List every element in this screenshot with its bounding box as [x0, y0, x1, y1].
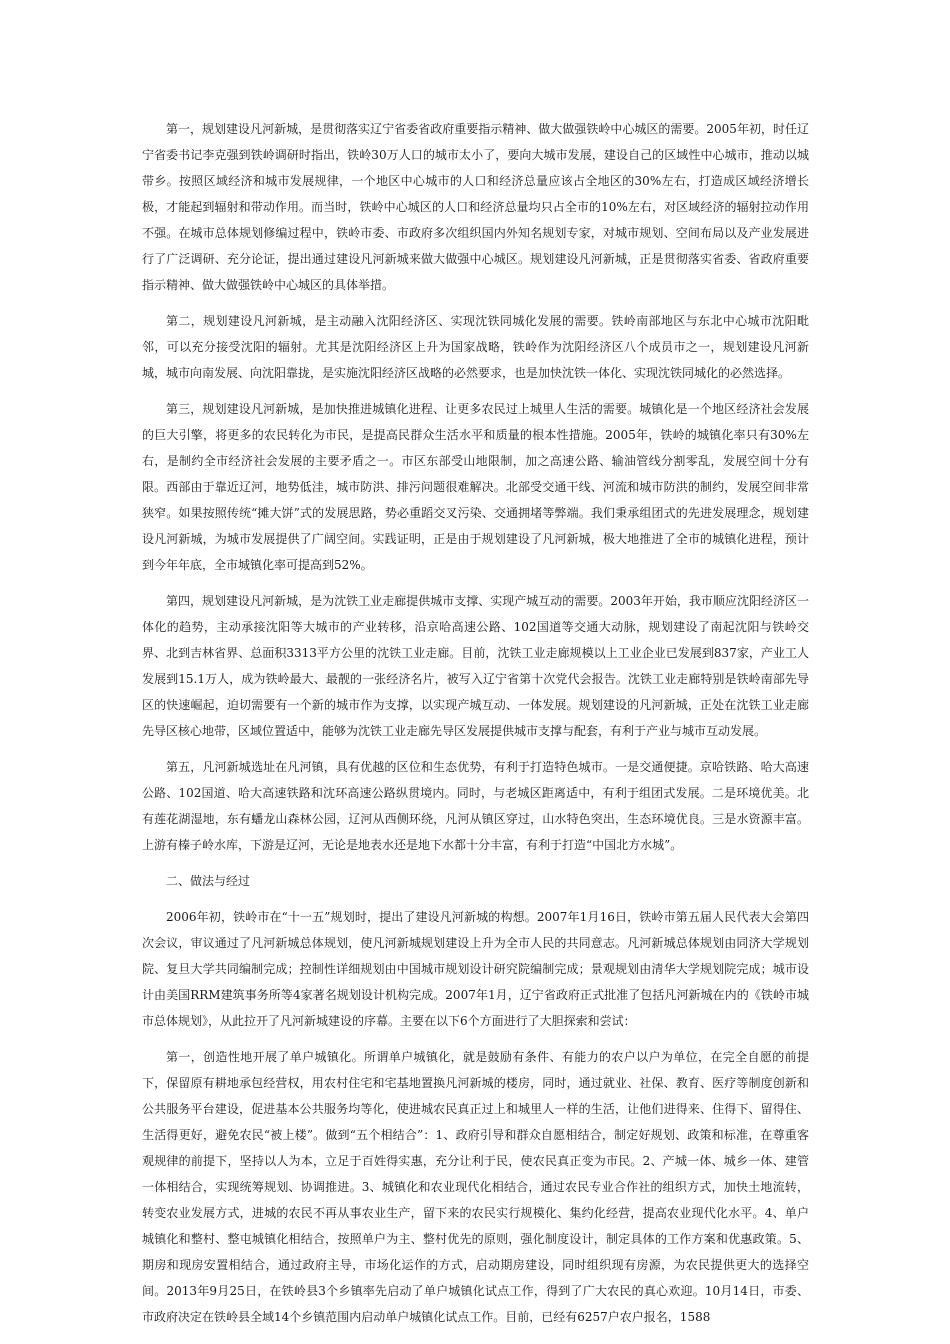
document-body [142, 116, 809, 1340]
paragraph-second-reason: 第二，规划建设凡河新城，是主动融入沈阳经济区、实现沈铁同城化发展的需要。铁岭南部地区与东北中心城市沈阳毗邻，可以充分接受沈阳的辐射。尤其是沈阳经济区上升为国家战略，铁岭作为沈阳经济区八个成员市之一，规划建设凡河新城，城市向南发展、向沈阳靠拢，是实施沈阳经济区战略的必然要求，也是加快沈铁一体化、实现沈铁同城化的必然选择。 [142, 314, 809, 380]
paragraph-fifth-reason: 第五，凡河新城选址在凡河镇，具有优越的区位和生态优势，有利于打造特色城市。一是交通便捷。京哈铁路、哈大高速公路、102国道、哈大高速铁路和沈环高速公路纵贯境内。同时，与老城区距离适中，有利于组团式发展。二是环境优美。北有莲花湖湿地，东有蟠龙山森林公园，辽河从西侧环绕，凡河从镇区穿过，山水特色突出，生态环境优良。三是水资源丰富。上游有榛子岭水库，下游是辽河，无论是地表水还是地下水都十分丰富，有利于打造“中国北方水城”。 [142, 760, 809, 852]
paragraph-third-reason: 第三，规划建设凡河新城，是加快推进城镇化进程、让更多农民过上城里人生活的需要。城镇化是一个地区经济社会发展的巨大引擎，将更多的农民转化为市民，是提高民群众生活水平和质量的根本性措施。2005年，铁岭的城镇化率只有30%左右，是制约全市经济社会发展的主要矛盾之一。市区东部受山地限制，加之高速公路、输油管线分割零乱，发展空间十分有限。西部由于靠近辽河，地势低洼，城市防洪、排污问题很难解决。北部受交通干线、河流和城市防洪的制约，发展空间非常狭窄。如果按照传统“摊大饼”式的发展思路，势必重蹈交叉污染、交通拥堵等弊端。我们秉承组团式的先进发展理念，规划建设凡河新城，为城市发展提供了广阔空间。实践证明，正是由于规划建设了凡河新城，极大地推进了全市的城镇化进程，预计到今年年底，全市城镇化率可提高到52%。 [142, 402, 809, 572]
paragraph-first-measure: 第一，创造性地开展了单户城镇化。所谓单户城镇化，就是鼓励有条件、有能力的农户以户为单位，在完全自愿的前提下，保留原有耕地承包经营权，用农村住宅和宅基地置换凡河新城的楼房，同时，通过就业、社保、教育、医疗等制度创新和公共服务平台建设，促进基本公共服务均等化，使进城农民真正过上和城里人一样的生活，让他们进得来、住得下、留得住、生活得更好，避免农民“被上楼”。做到“五个相结合”：1、政府引导和群众自愿相结合，制定好规划、政策和标准，在尊重客观规律的前提下，坚持以人为本，立足于百姓得实惠，充分让利于民，使农民真正变为市民。2、产城一体、城乡一体、建管一体相结合，实现统筹规划、协调推进。3、城镇化和农业现代化相结合，通过农民专业合作社的组织方式，加快土地流转，转变农业发展方式，进城的农民不再从事农业生产，留下来的农民实行规模化、集约化经营，提高农业现代化水平。4、单户城镇化和整村、整屯城镇化相结合，按照单户为主、整村优先的原则，强化制度设计，制定具体的工作方案和优惠政策。5、期房和现房安置相结合，通过政府主导，市场化运作的方式，启动期房建设，同时组织现有房源，为农民提供更大的选择空间。2013年9月25日，在铁岭县3个乡镇率先启动了单户城镇化试点工作，得到了广大农民的真心欢迎。10月14日，市委、市政府决定在铁岭县全域14个乡镇范围内启动单户城镇化试点工作。目前，已经有6257户农户报名，1588 [142, 1050, 809, 1324]
paragraph-background: 2006年初，铁岭市在“十一五”规划时，提出了建设凡河新城的构想。2007年1月16日，铁岭市第五届人民代表大会第四次会议，审议通过了凡河新城总体规划，使凡河新城规划建设上升为全市人民的共同意志。凡河新城总体规划由同济大学规划院、复旦大学共同编制完成；控制性详细规划由中国城市规划设计研究院编制完成；景观规划由清华大学规划院完成；城市设计由美国RRM建筑事务所等4家著名规划设计机构完成。2007年1月，辽宁省政府正式批准了包括凡河新城在内的《铁岭市城市总体规划》，从此拉开了凡河新城建设的序幕。主要在以下6个方面进行了大胆探索和尝试： [142, 910, 809, 1028]
section-heading: 二、做法与经过 [166, 874, 251, 888]
paragraph-fourth-reason: 第四，规划建设凡河新城，是为沈铁工业走廊提供城市支撑、实现产城互动的需要。2003年开始，我市顺应沈阳经济区一体化的趋势，主动承接沈阳等大城市的产业转移，沿京哈高速公路、102国道等交通大动脉，规划建设了南起沈阳与铁岭交界、北到吉林省界、总面积3313平方公里的沈铁工业走廊。目前，沈铁工业走廊规模以上工业企业已发展到837家，产业工人发展到15.1万人，成为铁岭最大、最靓的一张经济名片，被写入辽宁省第十次党代会报告。沈铁工业走廊特别是铁岭南部先导区的快速崛起，迫切需要有一个新的城市作为支撑，以实现产城互动、一体发展。规划建设的凡河新城，正处在沈铁工业走廊先导区核心地带，区域位置适中，能够为沈铁工业走廊先导区发展提供城市支撑与配套，有利于产业与城市互动发展。 [142, 594, 809, 738]
paragraph-first-reason: 第一，规划建设凡河新城，是贯彻落实辽宁省委省政府重要指示精神、做大做强铁岭中心城区的需要。2005年初，时任辽宁省委书记李克强到铁岭调研时指出，铁岭30万人口的城市太小了，要向大城市发展，建设自己的区域性中心城市，推动以城带乡。按照区域经济和城市发展规律，一个地区中心城市的人口和经济总量应该占全地区的30%左右，打造成区域经济增长极，才能起到辐射和带动作用。而当时，铁岭中心城区的人口和经济总量均只占全市的10%左右，对区域经济的辐射拉动作用不强。在城市总体规划修编过程中，铁岭市委、市政府多次组织国内外知名规划专家，对城市规划、空间布局以及产业发展进行了广泛调研、充分论证，提出通过建设凡河新城来做大做强中心城区。规划建设凡河新城，正是贯彻落实省委、省政府重要指示精神、做大做强铁岭中心城区的具体举措。 [142, 122, 809, 292]
